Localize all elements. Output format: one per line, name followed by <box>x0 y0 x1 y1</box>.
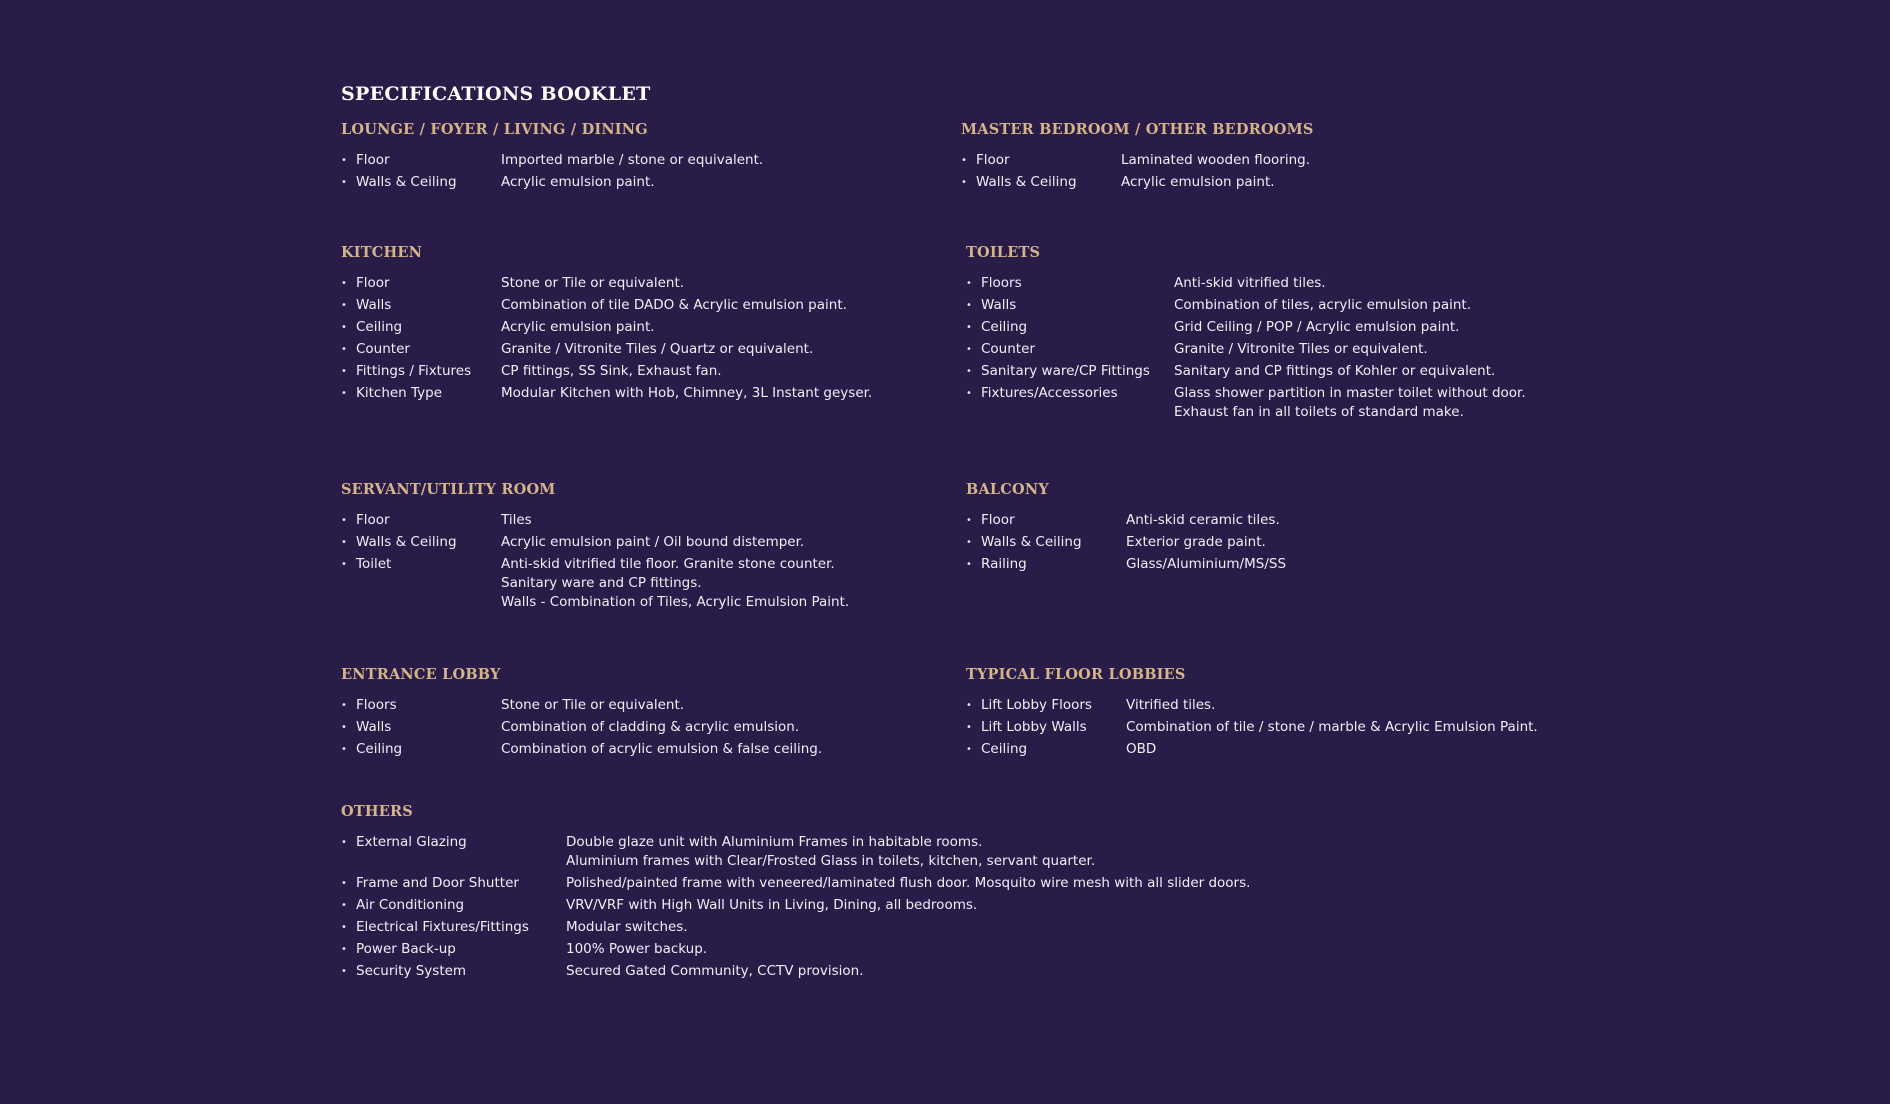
spec-label: Electrical Fixtures/Fittings <box>356 919 529 935</box>
bullet-icon: • <box>341 559 347 570</box>
spec-value-line: Modular Kitchen with Hob, Chimney, 3L Instant geyser. <box>501 385 873 401</box>
spec-value <box>1174 340 1428 359</box>
section-heading: TOILETS <box>966 244 1041 261</box>
spec-list <box>966 274 1526 422</box>
spec-value-line: Laminated wooden flooring. <box>1121 152 1311 168</box>
spec-row <box>341 555 849 612</box>
spec-list <box>966 511 1286 574</box>
section-heading: ENTRANCE LOBBY <box>341 666 501 683</box>
bullet-icon: • <box>966 722 972 733</box>
spec-value-line: Stone or Tile or equivalent. <box>501 697 685 713</box>
spec-label: External Glazing <box>356 834 467 850</box>
bullet-icon: • <box>966 559 972 570</box>
spec-label: Railing <box>981 556 1027 572</box>
bullet-icon: • <box>966 300 972 311</box>
spec-row <box>341 874 1250 893</box>
spec-row <box>341 833 1250 871</box>
spec-value-line: Grid Ceiling / POP / Acrylic emulsion paint. <box>1174 319 1460 335</box>
spec-row <box>341 173 763 192</box>
spec-label: Walls & Ceiling <box>976 174 1077 190</box>
spec-value-line: Anti-skid vitrified tile floor. Granite stone counter. <box>501 556 835 572</box>
spec-value <box>501 173 655 192</box>
spec-label: Fixtures/Accessories <box>981 385 1118 401</box>
spec-value <box>1126 696 1215 715</box>
spec-value-line: Acrylic emulsion paint. <box>501 174 655 190</box>
spec-value-line: Exhaust fan in all toilets of standard make. <box>1174 404 1464 420</box>
spec-row <box>341 918 1250 937</box>
spec-value-line: Walls - Combination of Tiles, Acrylic Emulsion Paint. <box>501 594 850 610</box>
spec-row <box>966 318 1526 337</box>
spec-label: Walls & Ceiling <box>356 534 457 550</box>
spec-row <box>341 362 872 381</box>
bullet-icon: • <box>341 300 347 311</box>
spec-label: Walls <box>356 297 392 313</box>
section-lounge <box>341 121 763 195</box>
spec-value <box>501 318 655 337</box>
bullet-icon: • <box>961 155 967 166</box>
bullet-icon: • <box>341 515 347 526</box>
spec-row <box>966 740 1538 759</box>
bullet-icon: • <box>341 700 347 711</box>
spec-row <box>341 940 1250 959</box>
bullet-icon: • <box>966 278 972 289</box>
spec-label: Floors <box>981 275 1022 291</box>
bullet-icon: • <box>341 722 347 733</box>
spec-row <box>966 274 1526 293</box>
spec-row <box>341 740 822 759</box>
spec-value <box>501 362 722 381</box>
spec-value <box>1126 511 1280 530</box>
bullet-icon: • <box>341 177 347 188</box>
spec-label: Air Conditioning <box>356 897 465 913</box>
spec-value-line: OBD <box>1126 741 1157 757</box>
bullet-icon: • <box>341 900 347 911</box>
spec-value-line: Combination of tile DADO & Acrylic emulsion paint. <box>501 297 847 313</box>
spec-list <box>341 511 849 612</box>
spec-label: Counter <box>981 341 1035 357</box>
spec-value <box>501 340 813 359</box>
bullet-icon: • <box>966 366 972 377</box>
spec-label: Walls & Ceiling <box>356 174 457 190</box>
spec-value <box>1174 384 1526 422</box>
spec-value-line: Vitrified tiles. <box>1126 697 1216 713</box>
spec-value <box>501 718 799 737</box>
spec-value <box>1174 274 1326 293</box>
spec-value <box>501 384 872 403</box>
section-others <box>341 803 1250 984</box>
spec-value-line: Sanitary and CP fittings of Kohler or equivalent. <box>1174 363 1496 379</box>
bullet-icon: • <box>341 155 347 166</box>
spec-value <box>1126 740 1156 759</box>
spec-value <box>501 511 532 530</box>
spec-row <box>966 340 1526 359</box>
page-title: SPECIFICATIONS BOOKLET <box>341 83 651 105</box>
spec-value-line: Combination of cladding & acrylic emulsion. <box>501 719 800 735</box>
spec-value <box>501 740 822 759</box>
spec-value-line: Acrylic emulsion paint. <box>1121 174 1275 190</box>
spec-value <box>1121 173 1275 192</box>
spec-row <box>341 696 822 715</box>
section-heading: OTHERS <box>341 803 413 820</box>
bullet-icon: • <box>966 344 972 355</box>
spec-row <box>341 151 763 170</box>
spec-row <box>966 296 1526 315</box>
spec-label: Floor <box>976 152 1010 168</box>
bullet-icon: • <box>341 344 347 355</box>
spec-value-line: 100% Power backup. <box>566 941 708 957</box>
spec-list <box>341 833 1250 981</box>
spec-label: Ceiling <box>981 741 1028 757</box>
spec-value-line: Tiles <box>501 512 532 528</box>
spec-row <box>341 296 872 315</box>
bullet-icon: • <box>341 537 347 548</box>
bullet-icon: • <box>341 944 347 955</box>
spec-label: Power Back-up <box>356 941 456 957</box>
spec-list <box>961 151 1314 192</box>
spec-row <box>966 384 1526 422</box>
spec-value <box>566 896 977 915</box>
spec-label: Sanitary ware/CP Fittings <box>981 363 1150 379</box>
spec-value-line: Anti-skid vitrified tiles. <box>1174 275 1326 291</box>
spec-value <box>1126 718 1538 737</box>
spec-value-line: Imported marble / stone or equivalent. <box>501 152 764 168</box>
spec-value <box>1174 296 1471 315</box>
spec-list <box>341 696 822 759</box>
spec-value <box>1174 362 1495 381</box>
bullet-icon: • <box>341 878 347 889</box>
spec-row <box>966 362 1526 381</box>
spec-value <box>566 833 1095 871</box>
section-servant <box>341 481 849 615</box>
spec-value <box>501 296 847 315</box>
spec-row <box>341 384 872 403</box>
spec-value-line: Combination of acrylic emulsion & false ceiling. <box>501 741 823 757</box>
spec-row <box>341 511 849 530</box>
spec-value-line: CP fittings, SS Sink, Exhaust fan. <box>501 363 722 379</box>
section-heading: MASTER BEDROOM / OTHER BEDROOMS <box>961 121 1314 138</box>
spec-value-line: VRV/VRF with High Wall Units in Living, Dining, all bedrooms. <box>566 897 978 913</box>
spec-value <box>1126 533 1266 552</box>
spec-row <box>961 173 1314 192</box>
spec-label: Ceiling <box>356 319 403 335</box>
spec-row <box>341 533 849 552</box>
spec-label: Kitchen Type <box>356 385 443 401</box>
spec-row <box>966 555 1286 574</box>
spec-label: Walls <box>356 719 392 735</box>
spec-value-line: Exterior grade paint. <box>1126 534 1266 550</box>
spec-value-line: Polished/painted frame with veneered/laminated flush door. Mosquito wire mesh with all slider doors. <box>566 875 1251 891</box>
spec-label: Toilet <box>356 556 392 572</box>
bullet-icon: • <box>966 537 972 548</box>
spec-label: Walls & Ceiling <box>981 534 1082 550</box>
spec-row <box>961 151 1314 170</box>
bullet-icon: • <box>966 388 972 399</box>
spec-row <box>341 896 1250 915</box>
bullet-icon: • <box>341 966 347 977</box>
bullet-icon: • <box>341 388 347 399</box>
section-heading: LOUNGE / FOYER / LIVING / DINING <box>341 121 648 138</box>
spec-value-line: Acrylic emulsion paint. <box>501 319 655 335</box>
bullet-icon: • <box>341 366 347 377</box>
spec-label: Lift Lobby Walls <box>981 719 1087 735</box>
spec-value-line: Double glaze unit with Aluminium Frames in habitable rooms. <box>566 834 983 850</box>
spec-row <box>966 718 1538 737</box>
spec-value-line: Glass/Aluminium/MS/SS <box>1126 556 1287 572</box>
spec-list <box>341 274 872 403</box>
spec-value-line: Aluminium frames with Clear/Frosted Glass in toilets, kitchen, servant quarter. <box>566 853 1096 869</box>
spec-value <box>501 696 684 715</box>
spec-row <box>341 718 822 737</box>
spec-label: Floor <box>356 152 390 168</box>
spec-label: Ceiling <box>981 319 1028 335</box>
spec-value-line: Secured Gated Community, CCTV provision. <box>566 963 864 979</box>
spec-label: Floors <box>356 697 397 713</box>
section-typical <box>966 666 1538 762</box>
spec-label: Floor <box>981 512 1015 528</box>
spec-label: Security System <box>356 963 467 979</box>
bullet-icon: • <box>341 744 347 755</box>
bullet-icon: • <box>966 744 972 755</box>
bullet-icon: • <box>341 322 347 333</box>
section-heading: KITCHEN <box>341 244 423 261</box>
section-heading: TYPICAL FLOOR LOBBIES <box>966 666 1186 683</box>
spec-value-line: Combination of tiles, acrylic emulsion paint. <box>1174 297 1471 313</box>
bullet-icon: • <box>966 515 972 526</box>
spec-value <box>1174 318 1459 337</box>
spec-list <box>966 696 1538 759</box>
spec-label: Lift Lobby Floors <box>981 697 1092 713</box>
spec-row <box>966 511 1286 530</box>
spec-value <box>501 274 684 293</box>
spec-value-line: Stone or Tile or equivalent. <box>501 275 685 291</box>
spec-value <box>566 874 1250 893</box>
section-balcony <box>966 481 1286 577</box>
spec-label: Floor <box>356 275 390 291</box>
spec-value-line: Anti-skid ceramic tiles. <box>1126 512 1280 528</box>
bullet-icon: • <box>341 837 347 848</box>
spec-label: Counter <box>356 341 410 357</box>
spec-label: Ceiling <box>356 741 403 757</box>
spec-row <box>341 318 872 337</box>
spec-value <box>566 940 707 959</box>
spec-value-line: Granite / Vitronite Tiles / Quartz or equivalent. <box>501 341 814 357</box>
bullet-icon: • <box>966 700 972 711</box>
spec-value-line: Glass shower partition in master toilet without door. <box>1174 385 1526 401</box>
spec-value-line: Acrylic emulsion paint / Oil bound distemper. <box>501 534 805 550</box>
section-heading: SERVANT/UTILITY ROOM <box>341 481 556 498</box>
spec-label: Frame and Door Shutter <box>356 875 519 891</box>
section-bedrooms <box>961 121 1314 195</box>
spec-value <box>501 555 849 612</box>
spec-value-line: Sanitary ware and CP fittings. <box>501 575 702 591</box>
spec-row <box>966 533 1286 552</box>
section-kitchen <box>341 244 872 406</box>
spec-row <box>341 340 872 359</box>
bullet-icon: • <box>966 322 972 333</box>
section-entrance <box>341 666 822 762</box>
spec-value-line: Granite / Vitronite Tiles or equivalent. <box>1174 341 1428 357</box>
spec-label: Walls <box>981 297 1017 313</box>
spec-row <box>341 274 872 293</box>
section-toilets <box>966 244 1526 425</box>
spec-value <box>1126 555 1286 574</box>
spec-label: Floor <box>356 512 390 528</box>
bullet-icon: • <box>341 278 347 289</box>
spec-value <box>566 962 864 981</box>
bullet-icon: • <box>961 177 967 188</box>
spec-value <box>501 151 763 170</box>
spec-row <box>966 696 1538 715</box>
spec-value-line: Modular switches. <box>566 919 688 935</box>
section-heading: BALCONY <box>966 481 1049 498</box>
spec-value <box>501 533 804 552</box>
spec-label: Fittings / Fixtures <box>356 363 472 379</box>
spec-row <box>341 962 1250 981</box>
spec-list <box>341 151 763 192</box>
spec-value <box>1121 151 1310 170</box>
bullet-icon: • <box>341 922 347 933</box>
spec-value <box>566 918 688 937</box>
spec-value-line: Combination of tile / stone / marble & Acrylic Emulsion Paint. <box>1126 719 1538 735</box>
